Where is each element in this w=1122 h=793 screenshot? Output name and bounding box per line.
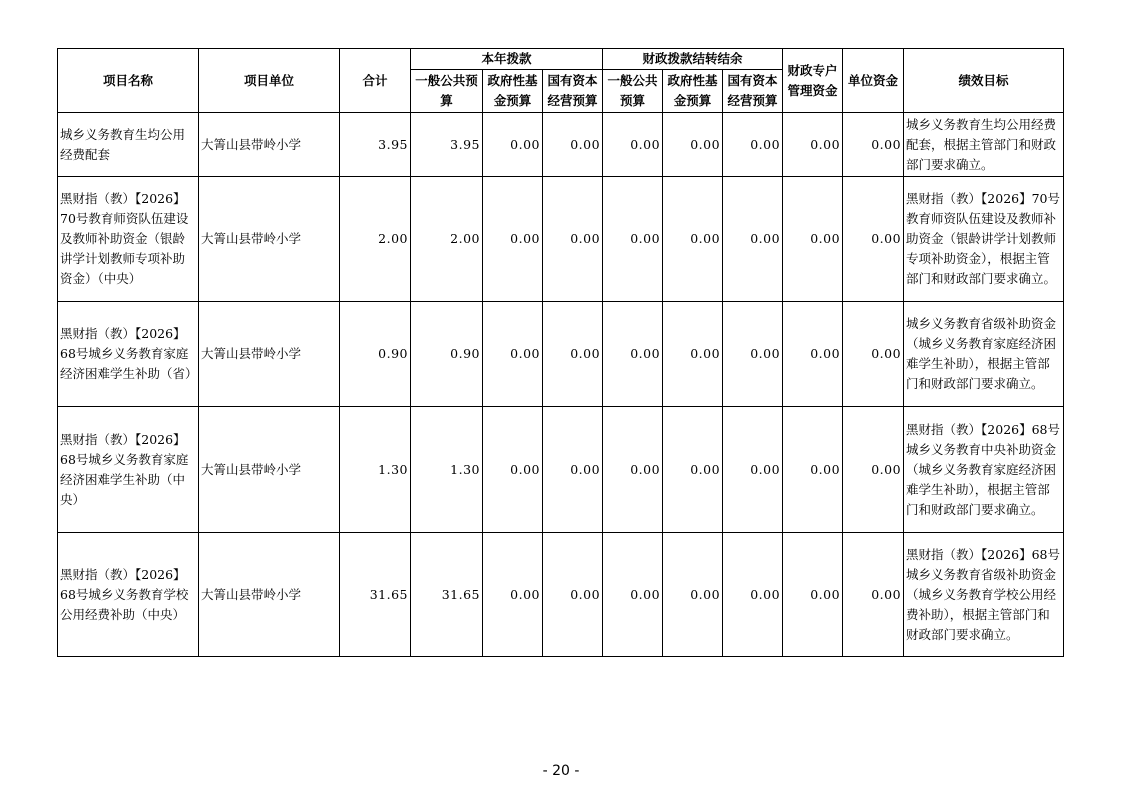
row-goal: 黑财指（教）【2026】68号城乡义务教育省级补助资金（城乡义务教育学校公用经费补助），根据主管部门和财政部门要求确立。 — [904, 533, 1064, 657]
row-carry-gov-fund: 0.00 — [663, 113, 723, 177]
row-gov-fund: 0.00 — [483, 302, 543, 407]
row-unit-fund: 0.00 — [843, 407, 904, 533]
page-number: - 20 - — [542, 763, 580, 779]
header-state-capital: 国有资本经营预算 — [543, 70, 603, 113]
row-unit-fund: 0.00 — [843, 113, 904, 177]
row-total: 1.30 — [340, 407, 411, 533]
table-row — [58, 302, 1064, 407]
row-item-name: 黑财指（教）【2026】68号城乡义务教育家庭经济困难学生补助（省） — [58, 302, 199, 407]
row-gov-fund: 0.00 — [483, 407, 543, 533]
header-gov-fund: 政府性基金预算 — [483, 70, 543, 113]
row-carry-general: 0.00 — [603, 177, 663, 302]
row-general: 2.00 — [411, 177, 483, 302]
header-unit-fund: 单位资金 — [843, 49, 904, 113]
row-gov-fund: 0.00 — [483, 113, 543, 177]
row-general: 0.90 — [411, 302, 483, 407]
row-item-name: 城乡义务教育生均公用经费配套 — [58, 113, 199, 177]
row-state-capital: 0.00 — [543, 407, 603, 533]
row-carry-gov-fund: 0.00 — [663, 177, 723, 302]
row-total: 3.95 — [340, 113, 411, 177]
row-goal: 黑财指（教）【2026】68号城乡义务教育中央补助资金（城乡义务教育家庭经济困难学生补助），根据主管部门和财政部门要求确立。 — [904, 407, 1064, 533]
row-special: 0.00 — [783, 407, 843, 533]
row-goal: 城乡义务教育省级补助资金（城乡义务教育家庭经济困难学生补助），根据主管部门和财政部门要求确立。 — [904, 302, 1064, 407]
row-special: 0.00 — [783, 113, 843, 177]
row-carry-state-capital: 0.00 — [723, 177, 783, 302]
row-special: 0.00 — [783, 533, 843, 657]
table-row — [58, 533, 1064, 657]
row-state-capital: 0.00 — [543, 302, 603, 407]
row-unit-fund: 0.00 — [843, 533, 904, 657]
row-carry-state-capital: 0.00 — [723, 407, 783, 533]
header-unit: 项目单位 — [199, 49, 340, 113]
row-carry-general: 0.00 — [603, 407, 663, 533]
row-unit-fund: 0.00 — [843, 302, 904, 407]
header-special-fund: 财政专户管理资金 — [783, 49, 843, 113]
row-goal: 黑财指（教）【2026】70号教育师资队伍建设及教师补助资金（银龄讲学计划教师专项补助资金），根据主管部门和财政部门要求确立。 — [904, 177, 1064, 302]
header-current-year-group: 本年拨款 — [411, 49, 603, 70]
row-state-capital: 0.00 — [543, 113, 603, 177]
table-row — [58, 177, 1064, 302]
row-carry-state-capital: 0.00 — [723, 533, 783, 657]
row-item-name: 黑财指（教）【2026】70号教育师资队伍建设及教师补助资金（银龄讲学计划教师专项补助资金）（中央） — [58, 177, 199, 302]
row-carry-gov-fund: 0.00 — [663, 533, 723, 657]
row-item-name: 黑财指（教）【2026】68号城乡义务教育家庭经济困难学生补助（中央） — [58, 407, 199, 533]
row-carry-gov-fund: 0.00 — [663, 407, 723, 533]
row-unit: 大箐山县带岭小学 — [199, 113, 340, 177]
row-total: 2.00 — [340, 177, 411, 302]
header-total: 合计 — [340, 49, 411, 113]
row-general: 3.95 — [411, 113, 483, 177]
row-state-capital: 0.00 — [543, 177, 603, 302]
row-carry-general: 0.00 — [603, 113, 663, 177]
row-unit: 大箐山县带岭小学 — [199, 302, 340, 407]
row-carry-state-capital: 0.00 — [723, 113, 783, 177]
row-goal: 城乡义务教育生均公用经费配套，根据主管部门和财政部门要求确立。 — [904, 113, 1064, 177]
row-carry-state-capital: 0.00 — [723, 302, 783, 407]
row-special: 0.00 — [783, 177, 843, 302]
table-row — [58, 113, 1064, 177]
row-general: 31.65 — [411, 533, 483, 657]
header-goal: 绩效目标 — [904, 49, 1064, 113]
row-unit: 大箐山县带岭小学 — [199, 177, 340, 302]
table-row — [58, 407, 1064, 533]
row-carry-general: 0.00 — [603, 533, 663, 657]
row-total: 0.90 — [340, 302, 411, 407]
row-unit: 大箐山县带岭小学 — [199, 533, 340, 657]
row-general: 1.30 — [411, 407, 483, 533]
header-item-name: 项目名称 — [58, 49, 199, 113]
row-item-name: 黑财指（教）【2026】68号城乡义务教育学校公用经费补助（中央） — [58, 533, 199, 657]
row-special: 0.00 — [783, 302, 843, 407]
header-carry-state-capital: 国有资本经营预算 — [723, 70, 783, 113]
budget-table — [57, 48, 1064, 657]
header-general-budget: 一般公共预算 — [411, 70, 483, 113]
header-carryover-group: 财政拨款结转结余 — [603, 49, 783, 70]
row-gov-fund: 0.00 — [483, 177, 543, 302]
row-total: 31.65 — [340, 533, 411, 657]
row-unit: 大箐山县带岭小学 — [199, 407, 340, 533]
header-carry-gov-fund: 政府性基金预算 — [663, 70, 723, 113]
header-carry-general: 一般公共预算 — [603, 70, 663, 113]
row-carry-general: 0.00 — [603, 302, 663, 407]
row-state-capital: 0.00 — [543, 533, 603, 657]
row-unit-fund: 0.00 — [843, 177, 904, 302]
row-gov-fund: 0.00 — [483, 533, 543, 657]
row-carry-gov-fund: 0.00 — [663, 302, 723, 407]
